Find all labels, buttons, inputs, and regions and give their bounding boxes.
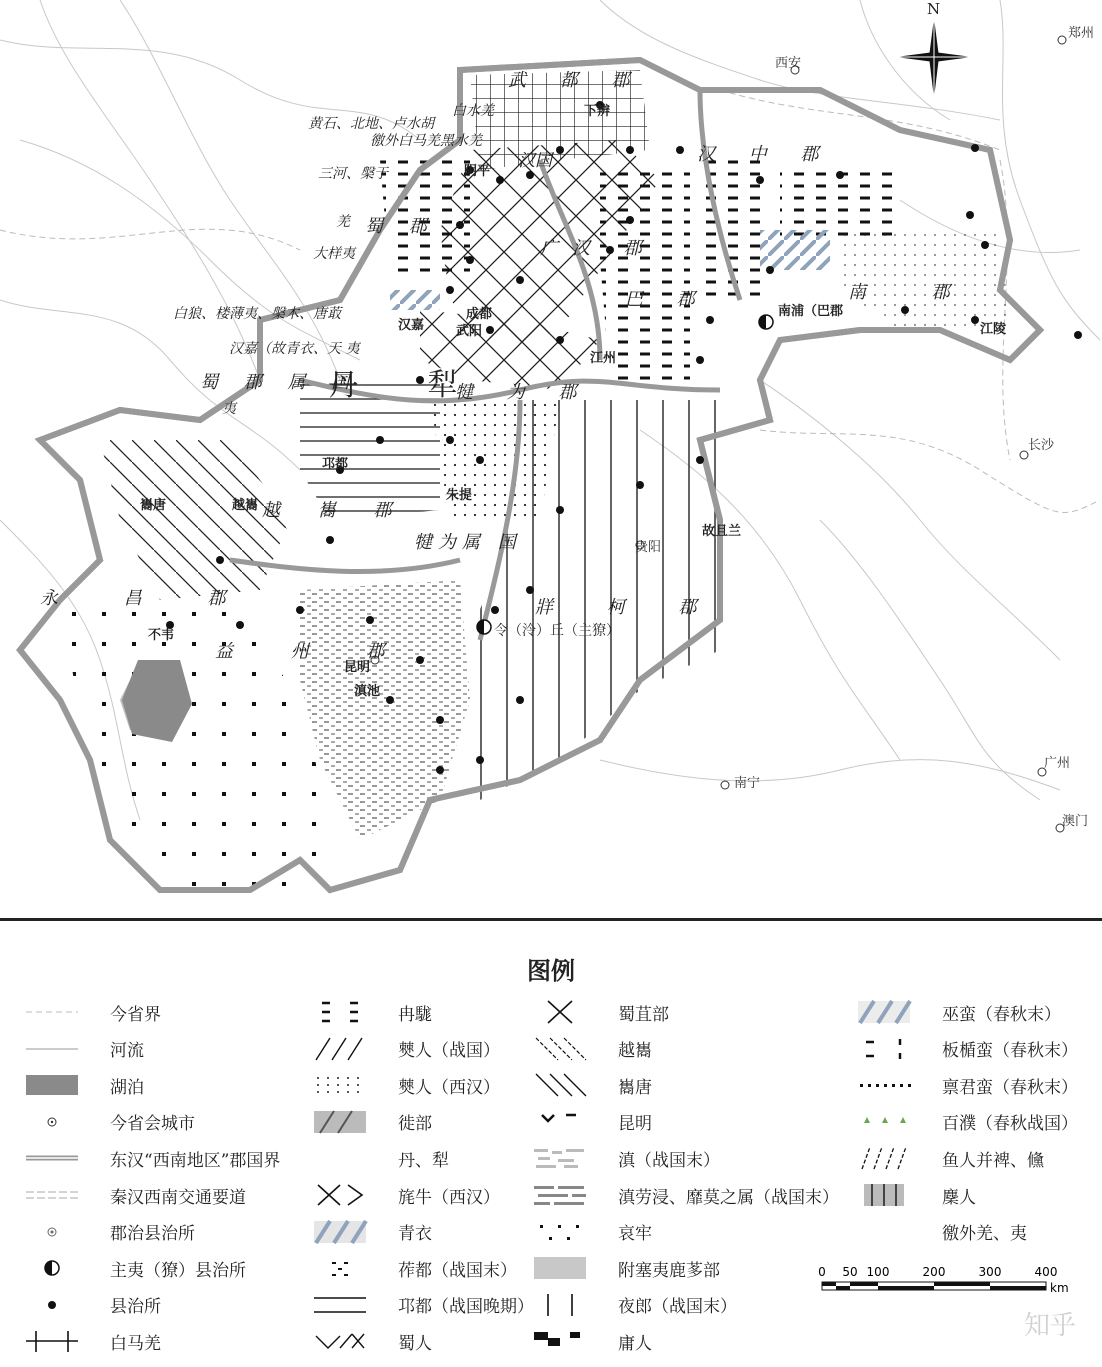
legend-label: 庸人: [618, 1333, 652, 1354]
label-shu: 蜀 郡: [365, 216, 437, 237]
label-wudu: 武 都 郡: [508, 70, 644, 91]
legend-symbol-linjun-icon: [856, 1072, 912, 1098]
legend-label: 巫蛮（春秋末）: [942, 1004, 1061, 1025]
legend-symbol-commandery-seat-icon: [24, 1219, 80, 1245]
label-shubu: 蜀 郡 属 国: [200, 372, 360, 393]
legend-label: 河流: [110, 1041, 144, 1062]
label-bailang: 白狼、楼薄夷、槃木、唐菆: [173, 306, 341, 322]
city-buwei: 不韦: [148, 628, 175, 643]
legend-item-none: [856, 1217, 1027, 1247]
city-nanpu: 南浦（巴郡: [778, 304, 844, 319]
label-hanjia: 汉嘉（故青衣、天 夷: [229, 341, 360, 357]
legend-symbol-kunming-icon: [532, 1109, 588, 1135]
legend-item-ranmang: [312, 997, 432, 1027]
scale-unit: km: [1050, 1281, 1068, 1295]
city-dianchi: 滇池: [354, 684, 381, 699]
label-hanzhong: 汉 中 郡: [697, 144, 833, 165]
legend-label: 白马羌: [110, 1333, 161, 1354]
legend-symbol-dianlao-icon: [532, 1182, 588, 1208]
legend-item-province-border: [24, 997, 161, 1027]
legend-label: 秦汉西南交通要道: [110, 1187, 246, 1208]
legend-symbol-none-icon: [856, 1219, 912, 1245]
legend-item-bo-zhanguo: [312, 1034, 500, 1064]
legend-symbol-yongren-icon: [532, 1328, 588, 1354]
legend-item-capital: [24, 1107, 195, 1137]
legend-item-dian: [532, 1143, 720, 1173]
legend-item-qiongdu: [312, 1290, 534, 1320]
label-yizhou: 益 州 郡: [215, 641, 411, 662]
city-lingqiu: 令（泠）丘（主獠）: [494, 623, 620, 639]
legend-label: 僰人（战国）: [398, 1041, 500, 1062]
label-baishui: 白水羌: [452, 103, 494, 119]
city-nanning: 南宁: [734, 776, 761, 791]
label-sanhe: 三河、槃于: [318, 166, 388, 182]
label-hanguo: 汉国: [518, 151, 552, 171]
legend-label: 今省会城市: [110, 1114, 195, 1135]
legend-symbol-ranmang-icon: [312, 999, 368, 1025]
legend-symbol-fusai-icon: [532, 1255, 588, 1281]
legend-symbol-danli-icon: [312, 1145, 368, 1171]
legend-symbol-xitang-icon: [532, 1072, 588, 1098]
legend-item-maoniu: [312, 1180, 500, 1210]
legend-label: 僰人（西汉）: [398, 1077, 500, 1098]
legend-item-qingyi: [312, 1217, 432, 1247]
city-xiabian: 下辨: [584, 104, 611, 119]
legend-label: 哀牢: [618, 1224, 652, 1245]
legend-item-yongren: [532, 1326, 652, 1356]
legend-symbol-road-icon: [24, 1182, 80, 1208]
legend-label: 板楯蛮（春秋末）: [942, 1041, 1078, 1062]
city-aomen: 澳门: [1062, 814, 1089, 829]
legend-item-baima: [24, 1326, 161, 1356]
legend-item-river: [24, 1034, 144, 1064]
legend-symbol-yi-county-icon: [24, 1255, 80, 1281]
scale-tick-label: 0: [818, 1265, 826, 1279]
legend-label: 丹、犁: [398, 1150, 449, 1171]
legend-symbol-xibu-icon: [312, 1109, 368, 1135]
legend-symbol-province-border-icon: [24, 999, 80, 1025]
city-hanjia: 汉嘉: [398, 318, 425, 333]
city-jiangling: 江陵: [980, 322, 1007, 337]
legend-symbol-county-icon: [24, 1292, 80, 1318]
legend-symbol-zuodu-icon: [312, 1255, 368, 1281]
scale-tick-label: 100: [866, 1265, 890, 1279]
city-changsha: 长沙: [1028, 438, 1055, 453]
legend-symbol-yuren-icon: [856, 1145, 912, 1171]
label-qiang: 羌: [336, 214, 350, 230]
legend-symbol-qingyi-icon: [312, 1219, 368, 1245]
legend-symbol-dian-icon: [532, 1145, 588, 1171]
legend-symbol-commandery-border-icon: [24, 1145, 80, 1171]
legend-item-baipu: [856, 1107, 1078, 1137]
legend-label: 蜀苴部: [618, 1004, 669, 1025]
legend-symbol-shuren-icon: [312, 1328, 368, 1354]
legend-label: 百濮（春秋战国）: [942, 1114, 1078, 1135]
legend-item-commandery-border: [24, 1143, 280, 1173]
label-nan: 南 郡: [848, 282, 980, 303]
scale-tick-label: 300: [978, 1265, 1002, 1279]
city-yinping: 阴平: [464, 164, 491, 179]
legend-label: 滇（战国末）: [618, 1150, 720, 1171]
legend-symbol-banshun-icon: [856, 1036, 912, 1062]
city-zhuti: 朱提: [446, 488, 473, 503]
legend-label: 夜郎（战国末）: [618, 1297, 737, 1318]
legend-item-xibu: [312, 1107, 432, 1137]
city-kunming: 昆明: [344, 660, 371, 675]
label-guanghan: 广汉 郡: [540, 238, 656, 259]
north-label: N: [927, 0, 941, 18]
legend-label: 禀君蛮（春秋末）: [942, 1077, 1078, 1098]
scale-tick-label: 50: [842, 1265, 858, 1279]
city-qiongdu: 邛都: [322, 457, 349, 472]
label-ba: 巴 郡: [625, 289, 709, 310]
legend-label: 湖泊: [110, 1077, 144, 1098]
label-danli: 丹 犁: [328, 368, 488, 403]
legend-label: 附塞夷鹿茤部: [618, 1260, 720, 1281]
legend-symbol-shuju-icon: [532, 999, 588, 1025]
city-xian: 西安: [775, 56, 802, 71]
legend-item-xitang: [532, 1070, 652, 1100]
legend-symbol-qiongdu-icon: [312, 1292, 368, 1318]
legend-item-shuju: [532, 997, 669, 1027]
legend-item-yuren: [856, 1143, 1044, 1173]
legend-item-commandery-seat: [24, 1217, 195, 1247]
legend-symbol-yuexi-icon: [532, 1036, 588, 1062]
city-wuyang: 武阳: [456, 324, 483, 339]
legend-label: 蜀人: [398, 1333, 432, 1354]
legend-item-yi-county: [24, 1253, 246, 1283]
legend-label: 郡治县治所: [110, 1224, 195, 1245]
city-guiyang: 贵阳: [635, 540, 662, 555]
label-huangshi: 黄石、北地、卢水胡: [308, 116, 434, 132]
label-zangke: 牂 柯 郡: [535, 597, 721, 618]
legend-label: 主夷（獠）县治所: [110, 1260, 246, 1281]
legend-item-danli: [312, 1143, 449, 1173]
legend-label: 东汉“西南地区”郡国界: [110, 1150, 281, 1171]
city-yuexi: 越巂: [232, 498, 259, 513]
label-yi: 夷: [222, 401, 236, 417]
legend-label: 县治所: [110, 1297, 161, 1318]
legend-item-ailao: [532, 1217, 652, 1247]
legend-label: 巂唐: [618, 1077, 652, 1098]
label-yuexi: 越 巂 郡: [262, 500, 408, 521]
legend-item-kunming: [532, 1107, 652, 1137]
legend-label: 越巂: [618, 1041, 652, 1062]
legend-item-fusai: [532, 1253, 720, 1283]
label-yongchang: 永 昌 郡: [40, 588, 256, 609]
legend-symbol-wuman-icon: [856, 999, 912, 1025]
scale-tick-label: 200: [922, 1265, 946, 1279]
legend-symbol-lake-icon: [24, 1072, 80, 1098]
legend-label: 昆明: [618, 1114, 652, 1135]
watermark: 知乎: [1023, 1311, 1076, 1341]
legend-item-yuexi: [532, 1034, 652, 1064]
label-huiwai: 徼外白马羌黑水羌: [370, 133, 482, 149]
legend-item-bo-xihan: [312, 1070, 500, 1100]
city-guangzhou: 广州: [1044, 756, 1071, 771]
legend-label: 麇人: [942, 1187, 976, 1208]
legend-label: 滇劳浸、靡莫之属（战国末）: [618, 1187, 839, 1208]
legend-symbol-capital-icon: [24, 1109, 80, 1135]
city-chengdu: 成都: [466, 307, 493, 322]
city-xitang: 巂唐: [140, 498, 167, 513]
legend-symbol-bo-xihan-icon: [312, 1072, 368, 1098]
label-daqiang: 大样夷: [313, 246, 355, 262]
legend-title: 图例: [527, 956, 575, 985]
legend-label: 冉駹: [398, 1004, 432, 1025]
city-jiangzhou: 江州: [590, 351, 617, 366]
legend-item-lake: [24, 1070, 144, 1100]
label-jianweishuguo: 犍为属 国: [414, 532, 522, 553]
legend-item-dianlao: [532, 1180, 839, 1210]
legend-item-linjun: [856, 1070, 1078, 1100]
legend-item-shuren: [312, 1326, 432, 1356]
legend-symbol-baipu-icon: [856, 1109, 912, 1135]
legend-label: 旄牛（西汉）: [398, 1187, 500, 1208]
legend-symbol-yelang-icon: [532, 1292, 588, 1318]
legend-item-zuodu: [312, 1253, 517, 1283]
legend-item-road: [24, 1180, 246, 1210]
legend-label: 今省界: [110, 1004, 161, 1025]
legend-label: 莋都（战国末）: [398, 1260, 517, 1281]
legend-symbol-ailao-icon: [532, 1219, 588, 1245]
legend-symbol-bo-zhanguo-icon: [312, 1036, 368, 1062]
city-qielan: 故且兰: [702, 524, 742, 539]
legend-label: 鱼人并裨、儵: [942, 1150, 1044, 1171]
legend-item-yelang: [532, 1290, 737, 1320]
scale-tick-label: 400: [1034, 1265, 1058, 1279]
legend-label: 邛都（战国晚期）: [398, 1297, 534, 1318]
label-jianwei: 犍 为 郡: [455, 382, 591, 403]
legend-symbol-baima-icon: [24, 1328, 80, 1354]
legend-symbol-maoniu-icon: [312, 1182, 368, 1208]
legend-label: 徼外羌、夷: [942, 1224, 1027, 1245]
legend-item-county: [24, 1290, 161, 1320]
city-zhengzhou: 郑州: [1068, 26, 1095, 41]
legend-symbol-junren-icon: [856, 1182, 912, 1208]
legend-label: 青衣: [398, 1224, 432, 1245]
legend-label: 徙部: [398, 1114, 432, 1135]
legend-symbol-river-icon: [24, 1036, 80, 1062]
legend-item-junren: [856, 1180, 976, 1210]
legend-item-wuman: [856, 997, 1061, 1027]
legend-item-banshun: [856, 1034, 1078, 1064]
